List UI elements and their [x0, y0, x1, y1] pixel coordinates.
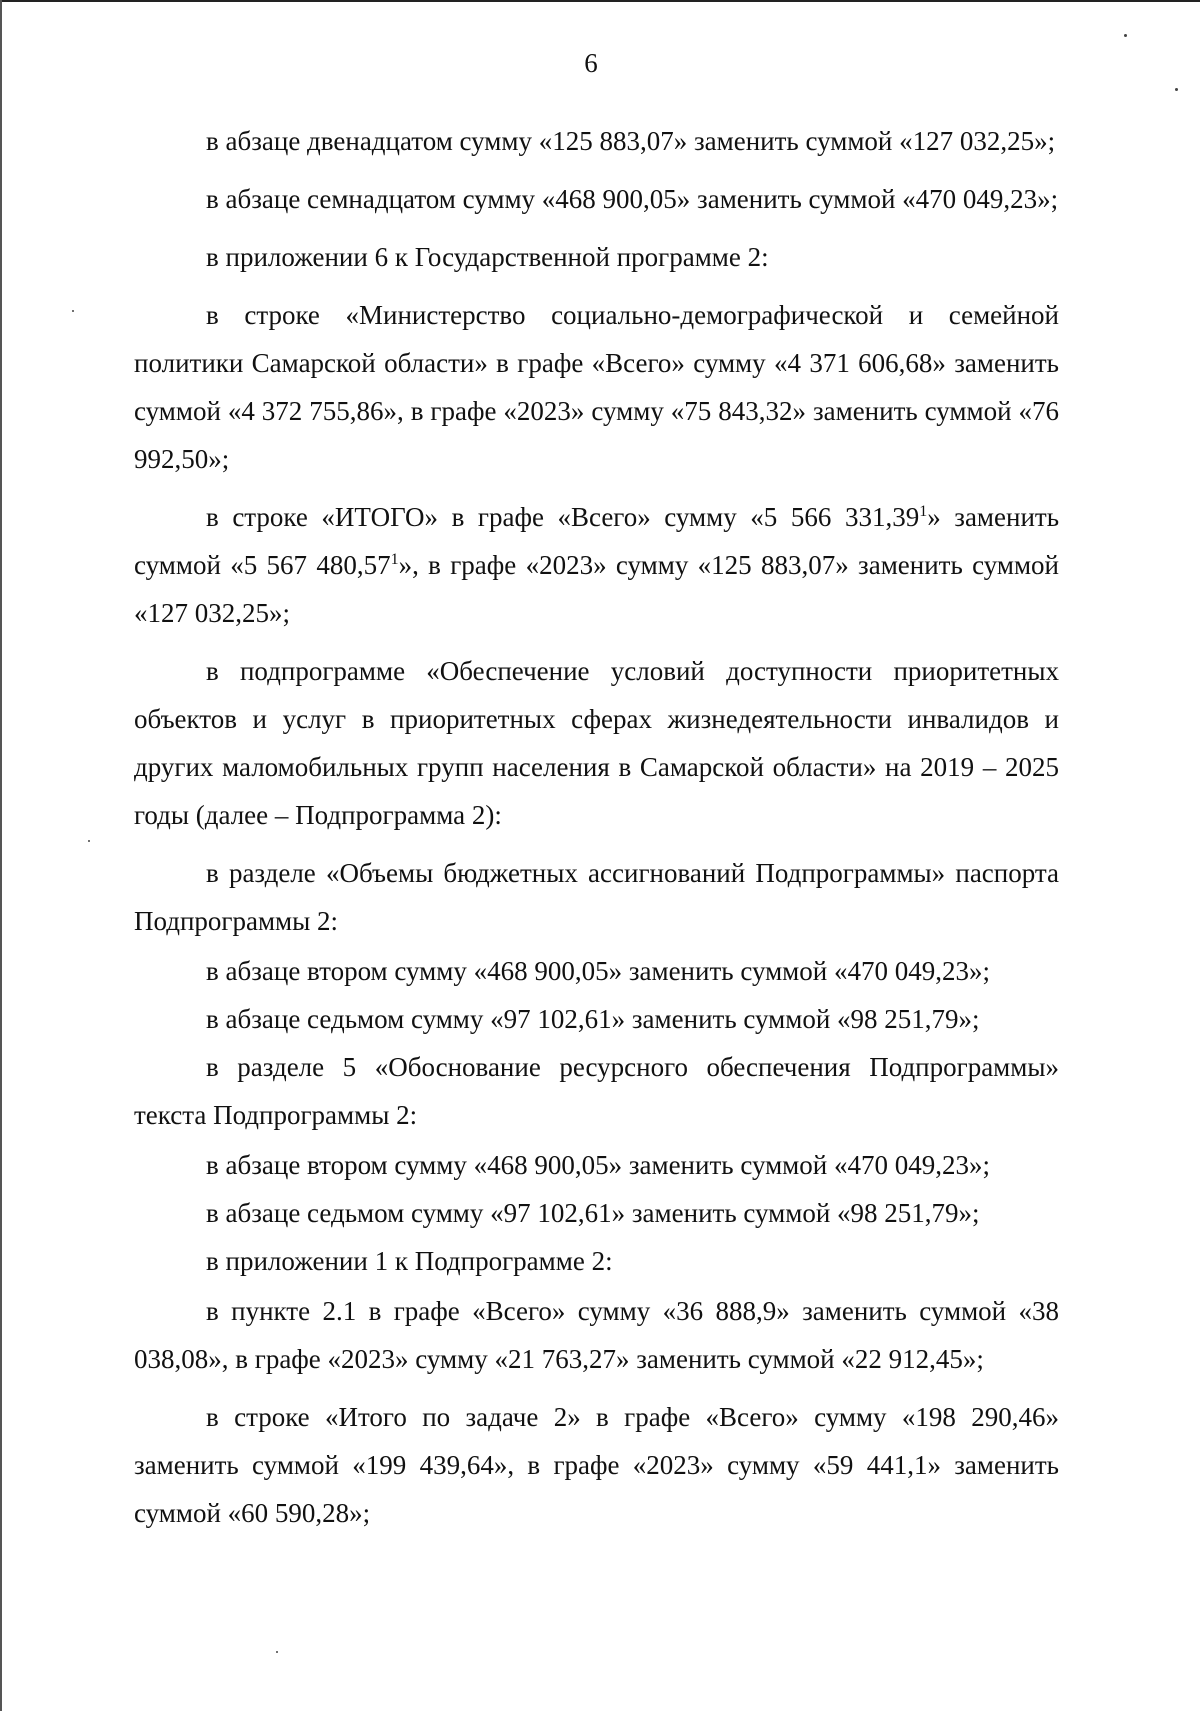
scan-border-left	[0, 0, 2, 1711]
paragraph-5-part-2: » заменить суммой «5 567 480,57	[134, 502, 1060, 580]
paragraph-15: в строке «Итого по задаче 2» в графе «Всего» сумму «198 290,46» заменить суммой «199 439,64», в графе «2023» сумму «59 441,1» заменить суммой «60 590,28»;	[134, 1402, 1059, 1528]
paragraph-11: в абзаце втором сумму «468 900,05» заменить суммой «470 049,23»;	[206, 1150, 990, 1180]
scan-speck	[1175, 88, 1178, 91]
scan-speck	[276, 1651, 278, 1653]
paragraph-7: в разделе «Объемы бюджетных ассигнований Подпрограммы» паспорта Подпрограммы 2:	[134, 858, 1059, 936]
paragraph-12: в абзаце седьмом сумму «97 102,61» заменить суммой «98 251,79»;	[206, 1198, 980, 1228]
paragraph-5-part-3: », в графе «2023» сумму «125 883,07» заменить суммой «127 032,25»;	[134, 550, 1059, 628]
paragraph-2: в абзаце семнадцатом сумму «468 900,05» заменить суммой «470 049,23»;	[206, 184, 1059, 214]
paragraph-3: в приложении 6 к Государственной программе 2:	[206, 242, 769, 272]
paragraph-14: в пункте 2.1 в графе «Всего» сумму «36 888,9» заменить суммой «38 038,08», в графе «2023» сумму «21 763,27» заменить суммой «22 912,45»;	[134, 1296, 1059, 1374]
paragraph-9: в абзаце седьмом сумму «97 102,61» заменить суммой «98 251,79»;	[206, 1004, 980, 1034]
scan-speck	[88, 840, 90, 842]
footnote-mark-2: 1	[390, 551, 399, 568]
scan-speck	[72, 310, 74, 312]
footnote-mark-1: 1	[919, 503, 928, 520]
paragraph-10: в разделе 5 «Обоснование ресурсного обеспечения Подпрограммы» текста Подпрограммы 2:	[134, 1052, 1059, 1130]
scan-border-top	[0, 0, 1200, 2]
page-number: 6	[584, 48, 598, 78]
paragraph-1: в абзаце двенадцатом сумму «125 883,07» заменить суммой «127 032,25»;	[206, 126, 1056, 156]
scan-speck	[1124, 34, 1127, 37]
paragraph-5-part-1: в строке «ИТОГО» в графе «Всего» сумму «5 566 331,39	[206, 502, 920, 532]
paragraph-8: в абзаце втором сумму «468 900,05» заменить суммой «470 049,23»;	[206, 956, 990, 986]
paragraph-5	[134, 493, 1059, 637]
paragraph-6: в подпрограмме «Обеспечение условий доступности приоритетных объектов и услуг в приоритетных сферах жизнедеятельности инвалидов и других маломобильных групп населения в Самарской области» на 2019 – 2025 годы (далее – Подпрограмма 2):	[134, 656, 1059, 830]
document-body	[134, 117, 1059, 1537]
paragraph-4: в строке «Министерство социально-демографической и семейной политики Самарской области» в графе «Всего» сумму «4 371 606,68» заменить суммой «4 372 755,86», в графе «2023» сумму «75 843,32» заменить суммой «76 992,50»;	[134, 300, 1059, 474]
paragraph-13: в приложении 1 к Подпрограмме 2:	[206, 1246, 613, 1276]
